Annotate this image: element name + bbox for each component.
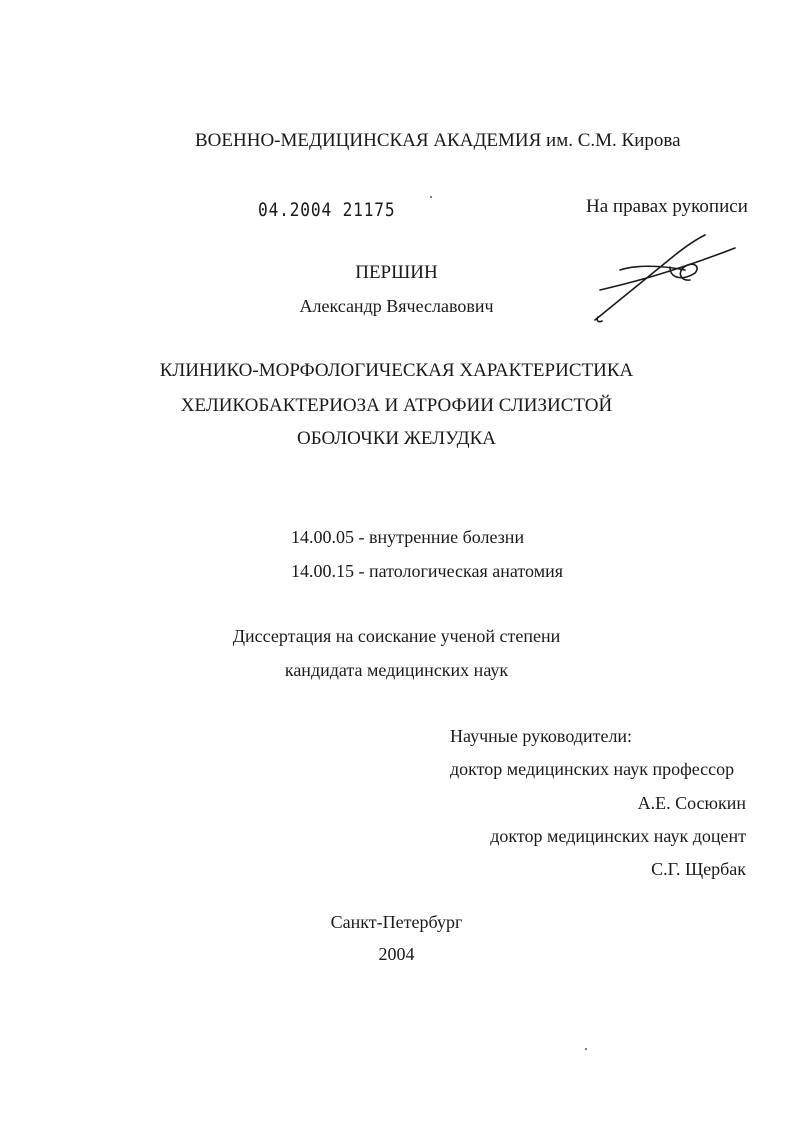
scan-speck: [585, 1048, 587, 1050]
registration-stamp: 04.2004 21175: [258, 199, 396, 221]
supervisors-heading: Научные руководители:: [450, 726, 633, 746]
manuscript-rights-label: На правах рукописи: [586, 196, 748, 217]
author-surname: ПЕРШИН: [355, 262, 438, 283]
supervisor-name: А.Е. Сосюкин: [637, 793, 746, 813]
supervisor-title: доктор медицинских наук профессор: [450, 759, 735, 779]
scan-speck: [430, 196, 432, 198]
supervisor-name: С.Г. Щербак: [651, 859, 746, 879]
institution-name: ВОЕННО-МЕДИЦИНСКАЯ АКАДЕМИЯ им. С.М. Кирова: [195, 130, 681, 151]
specialty-line: 14.00.05 - внутренние болезни: [291, 527, 525, 547]
specialty-line: 14.00.15 - патологическая анатомия: [291, 561, 563, 581]
title-line: ОБОЛОЧКИ ЖЕЛУДКА: [296, 428, 497, 449]
supervisor-title: доктор медицинских наук доцент: [490, 826, 746, 846]
title-line: КЛИНИКО-МОРФОЛОГИЧЕСКАЯ ХАРАКТЕРИСТИКА: [159, 360, 634, 381]
author-given-names: Александр Вячеславович: [299, 296, 494, 316]
degree-line: кандидата медицинских наук: [284, 660, 509, 680]
degree-line: Диссертация на соискание ученой степени: [232, 626, 561, 646]
year: 2004: [378, 944, 415, 964]
title-line: ХЕЛИКОБАКТЕРИОЗА И АТРОФИИ СЛИЗИСТОЙ: [180, 395, 613, 416]
city: Санкт-Петербург: [330, 912, 463, 932]
